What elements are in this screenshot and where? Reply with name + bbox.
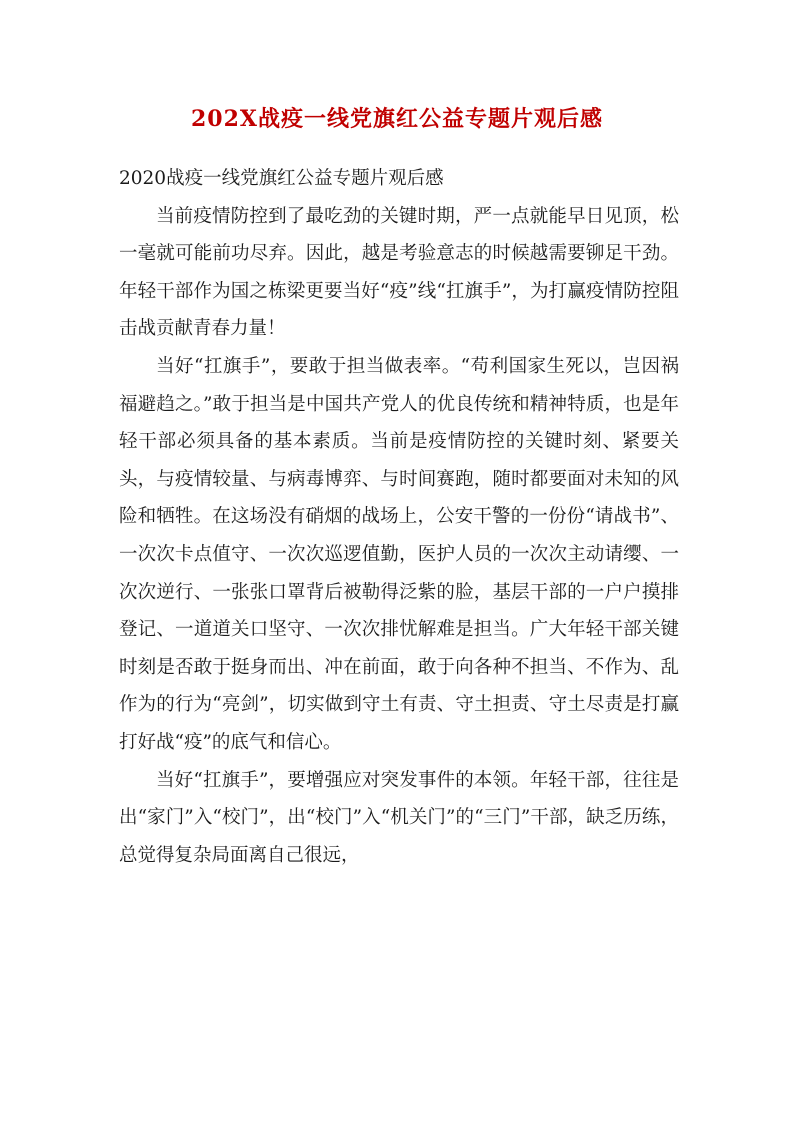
document-subtitle: 2020战疫一线党旗红公益专题片观后感 — [119, 168, 444, 189]
paragraph-2: 当好“扛旗手”，要敢于担当做表率。“苟利国家生死以，岂因祸福避趋之。”敢于担当是中国共产党人的优良传统和精神特质，也是年轻干部必须具备的基本素质。当前是疫情防控的关键时刻、紧要关头，与疫情较量、与病毒博弈、与时间赛跑，随时都要面对未知的风险和牺牲。在这场没有硝烟的战场上，公安干警的一份份“请战书”、一次次卡点值守、一次次巡逻值勤，医护人员的一次次主动请缨、一次次逆行、一张张口罩背后被勒得泛紫的脸，基层干部的一户户摸排登记、一道道关口坚守、一次次排忧解难是担当。广大年轻干部关键时刻是否敢于挺身而出、冲在前面，敢于向各种不担当、不作为、乱作为的行为“亮剑”，切实做到守土有责、守土担责、守土尽责是打赢打好战“疫”的底气和信心。 — [119, 355, 679, 753]
document-body — [119, 160, 679, 874]
paragraph-3: 当好“扛旗手”，要增强应对突发事件的本领。年轻干部，往往是出“家门”入“校门”，出“校门”入“机关门”的“三门”干部，缺乏历练，总觉得复杂局面离自己很远， — [119, 769, 679, 866]
paragraph-1: 当前疫情防控到了最吃劲的关键时期，严一点就能早日见顶，松一毫就可能前功尽弃。因此，越是考验意志的时候越需要铆足干劲。年轻干部作为国之栋梁更要当好“疫”线“扛旗手”，为打赢疫情防控阻击战贡献青春力量！ — [119, 205, 679, 340]
document-title: 202X战疫一线党旗红公益专题片观后感 — [191, 106, 603, 132]
